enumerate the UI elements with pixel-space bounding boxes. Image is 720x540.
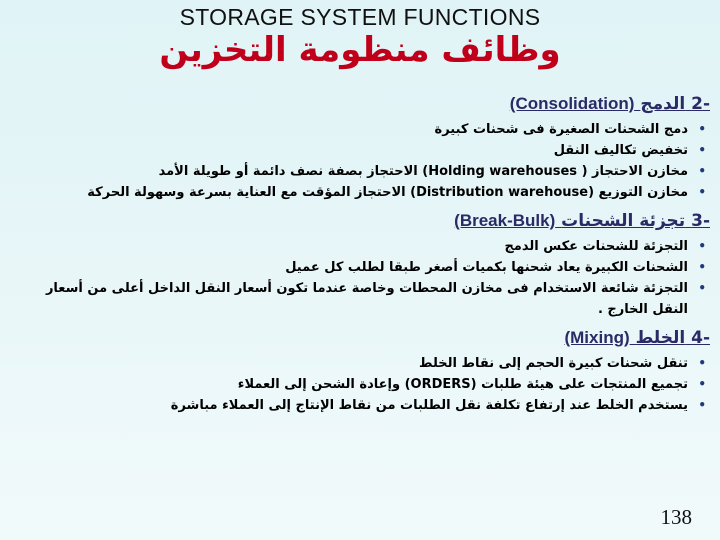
section-heading-arabic: الخلط — [635, 328, 686, 348]
list-item-text: التجزئة شائعة الاستخدام فى مخازن المحطات وخاصة عندما تكون أسعار النقل الداخل أعلى من أسعار النقل الخارج . — [45, 281, 688, 317]
list-item-text: تجميع المنتجات على هيئة طلبات (ORDERS) وإعادة الشحن إلى العملاء — [237, 377, 688, 392]
section-number: -3 — [691, 211, 710, 231]
list-item — [10, 395, 710, 416]
slide-title-english: STORAGE SYSTEM FUNCTIONS — [179, 4, 541, 30]
list-item — [10, 236, 710, 257]
list-item — [10, 278, 710, 320]
section-heading-break-bulk — [10, 209, 710, 233]
slide-content — [10, 92, 710, 422]
section-number: -2 — [691, 94, 710, 114]
bullet-icon: • — [698, 164, 706, 178]
section-heading-mixing — [10, 326, 710, 350]
list-item-text: يستخدم الخلط عند إرتفاع تكلفة نقل الطلبات من نقاط الإنتاج إلى العملاء مباشرة — [170, 398, 688, 413]
bullet-icon: • — [698, 122, 706, 136]
list-item-text: مخازن التوزيع (Distribution warehouse) الاحتجاز المؤقت مع العناية بسرعة وسهولة الحركة — [87, 185, 688, 200]
list-item — [10, 182, 710, 203]
mixing-list — [10, 353, 710, 416]
section-heading-english: (Break-Bulk) — [454, 211, 556, 230]
list-item-text: مخازن الاحتجاز ( Holding warehouses) الاحتجاز بصفة نصف دائمة أو طويلة الأمد — [158, 164, 688, 179]
section-heading-arabic: تجزئة الشحنات — [561, 211, 686, 231]
list-item-text: تنقل شحنات كبيرة الحجم إلى نقاط الخلط — [419, 356, 688, 371]
list-item-text: دمج الشحنات الصغيرة فى شحنات كبيرة — [434, 122, 688, 137]
list-item — [10, 119, 710, 140]
page-number: 138 — [660, 505, 692, 529]
list-item — [10, 140, 710, 161]
bullet-icon: • — [698, 398, 706, 412]
bullet-icon: • — [698, 260, 706, 274]
list-item-text: تخفيض تكاليف النقل — [553, 143, 688, 158]
list-item — [10, 257, 710, 278]
section-heading-english: (Mixing) — [564, 328, 630, 347]
list-item-text: التجزئة للشحنات عكس الدمج — [504, 239, 688, 254]
section-heading-consolidation — [10, 92, 710, 116]
section-heading-arabic: الدمج — [640, 94, 686, 114]
bullet-icon: • — [698, 281, 706, 295]
bullet-icon: • — [698, 239, 706, 253]
slide-title-arabic: وظائف منظومة التخزين — [159, 30, 561, 70]
section-number: -4 — [691, 328, 710, 348]
bullet-icon: • — [698, 377, 706, 391]
list-item — [10, 161, 710, 182]
consolidation-list — [10, 119, 710, 203]
bullet-icon: • — [698, 356, 706, 370]
bullet-icon: • — [698, 185, 706, 199]
list-item — [10, 353, 710, 374]
list-item-text: الشحنات الكبيرة يعاد شحنها بكميات أصغر طبقا لطلب كل عميل — [285, 260, 688, 275]
list-item — [10, 374, 710, 395]
break-bulk-list — [10, 236, 710, 320]
section-heading-english: (Consolidation) — [509, 94, 635, 113]
bullet-icon: • — [698, 143, 706, 157]
